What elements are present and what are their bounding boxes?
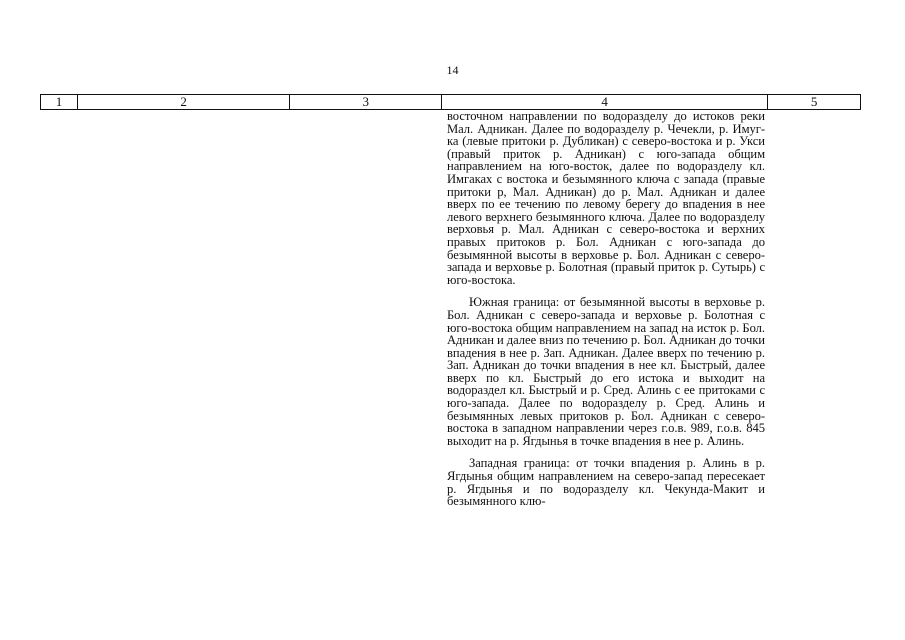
column-header-4: 4 (442, 95, 768, 109)
paragraph-west-border: Западная граница: от точки впадения р. Алинь в р. Ягдынья общим направлением на северо-запад пересекает р. Ягдынья и по водоразделу кл. Чекунда-Макит и безымянного клю- (447, 456, 765, 509)
paragraph-south-border: Южная граница: от безымянной высоты в верховье р. Бол. Адникан с северо-запада и верховье р. Болотная с юго-востока общим направлением на запад на исток р. Бол. Адникан и далее вниз по течению р. Бол. Адникан до точки впадения в нее р. Зап. Адникан. Далее вверх по течению р. Зап. Адникан до точки впадения в нее кл. Быстрый, далее вверх по кл. Быстрый до его истока и выходит на водораздел кл. Быстрый и р. Сред. Алинь с ее притоками с юго-запада. Далее по водоразделу р. Сред. Алинь и безымянных левых притоков р. Бол. Адникан с северо-востока в западном направлении через г.о.в. 989, г.о.в. 845 выходит на р. Ягдынья в точке впадения в нее р. Алинь. (447, 295, 765, 448)
paragraph-east-border-continued: восточном направлении по водоразделу до истоков реки Мал. Адникан. Далее по водоразделу р. Чечекли, р. Имуг- ка (левые притоки р. Дубликан) с северо-востока и р. Укси (правый приток р. Адникан) с юго-запада общим направлением на юго-восток, далее по водоразделу кл. Имгаках с востока и безымянного ключа с запада (правые притоки р, Мал. Адникан) до р. Мал. Адникан и далее вверх по ее течению по левому берегу до впадения в нее левого верхнего безымянного ключа. Далее по водоразделу верховья р. Мал. Адникан с северо-востока и верхних правых притоков р. Бол. Адникан с юго-запада до безымянной высоты в верховье р. Бол. Адникан с северо-запада и верховье р. Болотная (правый приток р. Сутырь) с юго-востока. (447, 109, 765, 287)
column-header-1: 1 (41, 95, 78, 109)
column-header-5: 5 (810, 94, 818, 109)
column-4-text (447, 110, 765, 518)
page-number: 14 (446, 63, 459, 77)
table-header-row (40, 94, 861, 110)
column-header-2: 2 (78, 95, 290, 109)
column-header-3: 3 (290, 95, 442, 109)
